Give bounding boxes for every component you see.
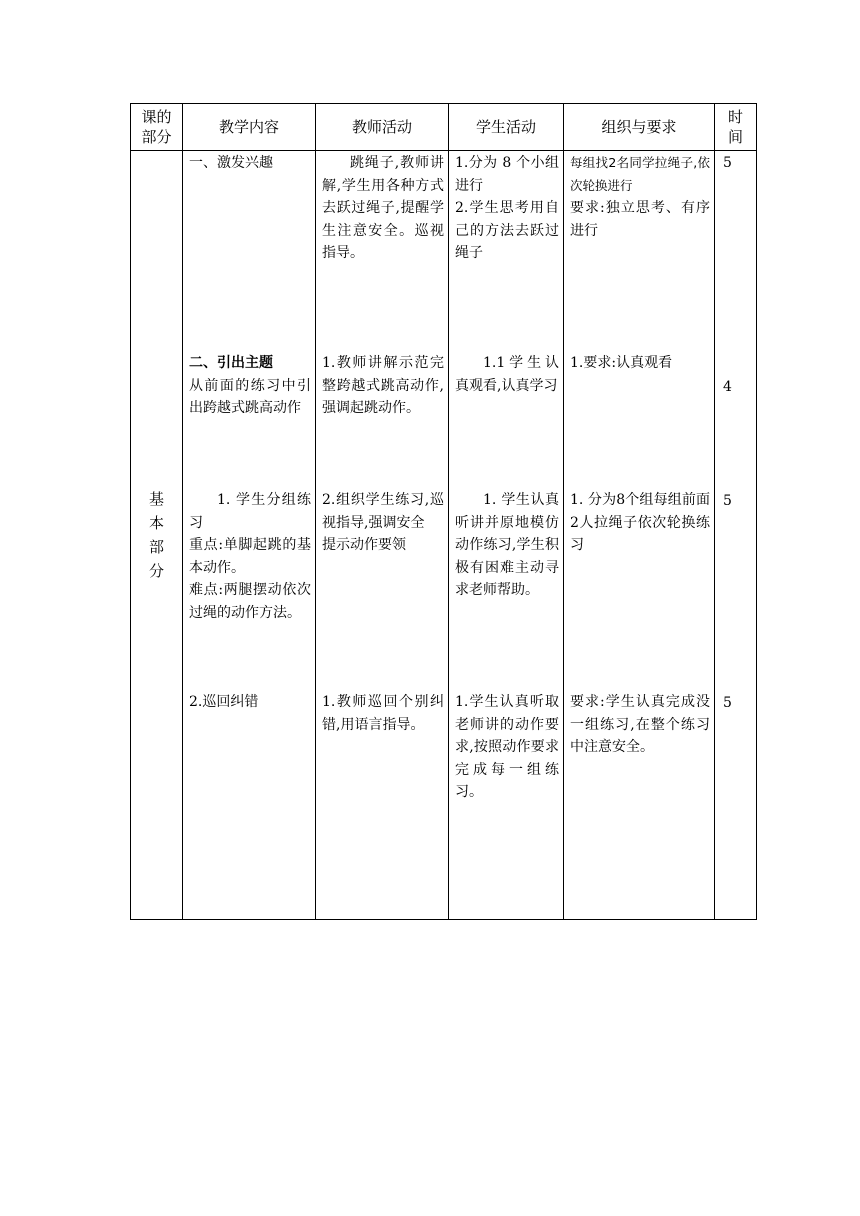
student-block-2 [455,352,559,397]
header-org: 组织与要求 [564,104,715,151]
org-cell [564,151,715,920]
student-b1-line2: 2.学生思考用自己的方法去跃过绳子 [455,200,559,261]
time-b3: 5 [723,493,732,509]
teacher-cell [316,151,449,920]
teacher-block-3 [322,489,444,557]
content-cell [183,151,316,920]
org-block-4 [570,691,710,759]
header-teacher: 教师活动 [316,104,449,151]
section-label [131,151,183,920]
section-char-4: 分 [148,562,164,580]
org-block-1 [570,152,710,242]
content-b4-text: 2.巡回纠错 [189,694,259,710]
header-time [715,104,757,151]
time-b1: 5 [723,155,732,171]
org-b2-text: 1.要求:认真观看 [570,355,673,371]
content-block-4 [189,691,311,714]
body-row [131,151,757,920]
teacher-b1-text: 跳绳子,教师讲解,学生用各种方式去跃过绳子,提醒学生注意安全。巡视指导。 [322,155,444,261]
header-part [131,104,183,151]
teacher-b2-text: 1.教师讲解示范完整跨越式跳高动作,强调起跳动作。 [322,355,444,416]
section-char-1: 基 [148,490,164,508]
header-row [131,104,757,151]
teacher-b3-line1: 2.组织学生练习,巡视指导,强调安全 [322,492,444,531]
content-b3-line2: 重点:单脚起跳的基本动作。 [189,537,311,576]
section-char-3: 部 [148,538,164,556]
teacher-b4-text: 1.教师巡回个别纠错,用语言指导。 [322,694,444,733]
org-block-3 [570,489,710,557]
header-student: 学生活动 [449,104,564,151]
content-b2-text: 从前面的练习中引出跨越式跳高动作 [189,377,311,416]
content-block-2 [189,352,311,420]
teacher-b3-line2: 提示动作要领 [322,537,406,553]
student-b3-text: 1. 学生认真听讲并原地模仿动作练习,学生积极有困难主动寻求老师帮助。 [455,492,559,598]
time-b2: 4 [723,379,732,395]
time-cell [715,151,757,920]
student-b2-text: 1.1学生认真观看,认真学习 [455,355,559,394]
content-block-1 [189,152,311,175]
student-b1-line1: 1.分为 8 个小组进行 [455,155,559,194]
header-part-line1: 课的 [141,108,172,126]
content-b3-line3: 难点:两腿摆动依次过绳的动作方法。 [189,582,311,621]
org-b3-text: 1. 分为8个组每组前面2人拉绳子依次轮换练习 [570,492,710,553]
header-part-line2: 部分 [141,128,172,146]
section-char-2: 本 [148,514,164,532]
header-time-line1: 时 [727,108,743,126]
content-block-3 [189,489,311,624]
teacher-block-2 [322,352,444,420]
time-b4: 5 [723,695,732,711]
teacher-block-1 [322,152,444,265]
student-cell [449,151,564,920]
student-block-1 [455,152,559,265]
content-b1-text: 一、激发兴趣 [189,155,273,171]
org-b4-text: 要求:学生认真完成没一组练习,在整个练习中注意安全。 [570,694,710,755]
org-b1-line1: 每组找2名同学拉绳子,依次轮换进行 [570,155,710,193]
student-b4-text: 1.学生认真听取老师讲的动作要求,按照动作要求完成每一组练习。 [455,694,559,800]
lesson-plan-table [130,103,757,920]
content-b2-title: 二、引出主题 [189,355,273,371]
org-block-2 [570,352,710,375]
student-block-3 [455,489,559,602]
header-content: 教学内容 [183,104,316,151]
header-time-line2: 间 [727,128,743,146]
org-b1-line2: 要求:独立思考、有序进行 [570,200,710,239]
content-b3-line1: 1. 学生分组练习 [189,492,311,531]
student-block-4 [455,691,559,804]
teacher-block-4 [322,691,444,736]
